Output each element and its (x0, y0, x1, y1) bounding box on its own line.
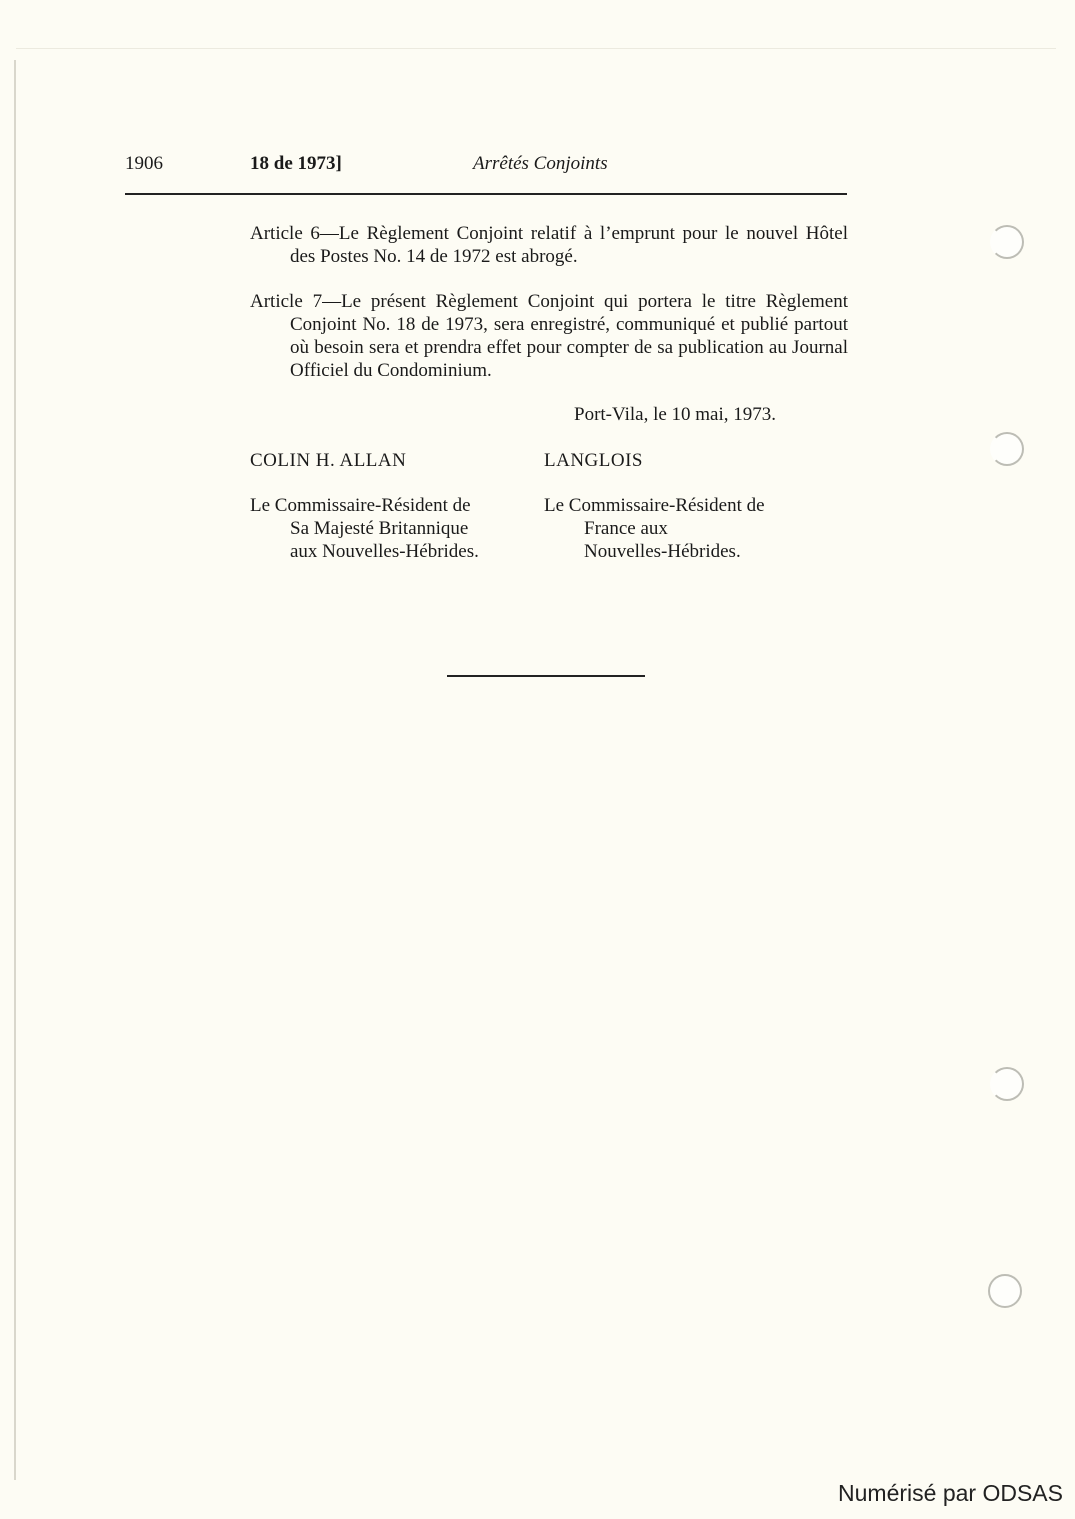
running-title: Arrêtés Conjoints (473, 153, 608, 174)
header-rule (125, 193, 847, 195)
page-number: 1906 (125, 153, 163, 174)
signatory-name-left: COLIN H. ALLAN (250, 450, 407, 471)
punch-hole (990, 1067, 1024, 1101)
digitization-watermark: Numérisé par ODSAS (838, 1480, 1063, 1506)
punch-hole (990, 225, 1024, 259)
punch-hole (988, 1274, 1022, 1308)
signatory-title-right (544, 494, 765, 563)
title-line: Sa Majesté Britannique (290, 518, 469, 539)
issue-reference: 18 de 1973] (250, 153, 342, 174)
article-6: Article 6—Le Règlement Conjoint relatif à l’emprunt pour le nouvel Hôtel des Postes No. 14 de 1972 est abrogé. (250, 223, 848, 267)
page-edge-left (14, 60, 16, 1480)
signatory-name-right: LANGLOIS (544, 450, 643, 471)
end-rule (447, 675, 645, 677)
page-edge-top (16, 48, 1056, 49)
title-line: Le Commissaire-Résident de (250, 495, 471, 516)
punch-hole (990, 432, 1024, 466)
title-line: aux Nouvelles-Hébrides. (290, 541, 479, 562)
title-line: France aux (584, 518, 668, 539)
article-7: Article 7—Le présent Règlement Conjoint qui portera le titre Règlement Conjoint No. 18 de 1973, sera enregistré, communiqué et publié partout où besoin sera et prendra effet pour compter de sa publication au Journal Officiel du Condominium. (250, 291, 848, 381)
title-line: Le Commissaire-Résident de (544, 495, 765, 516)
title-line: Nouvelles-Hébrides. (584, 541, 741, 562)
page-header (125, 153, 847, 183)
signatory-title-left (250, 494, 479, 563)
place-date: Port-Vila, le 10 mai, 1973. (574, 404, 777, 425)
